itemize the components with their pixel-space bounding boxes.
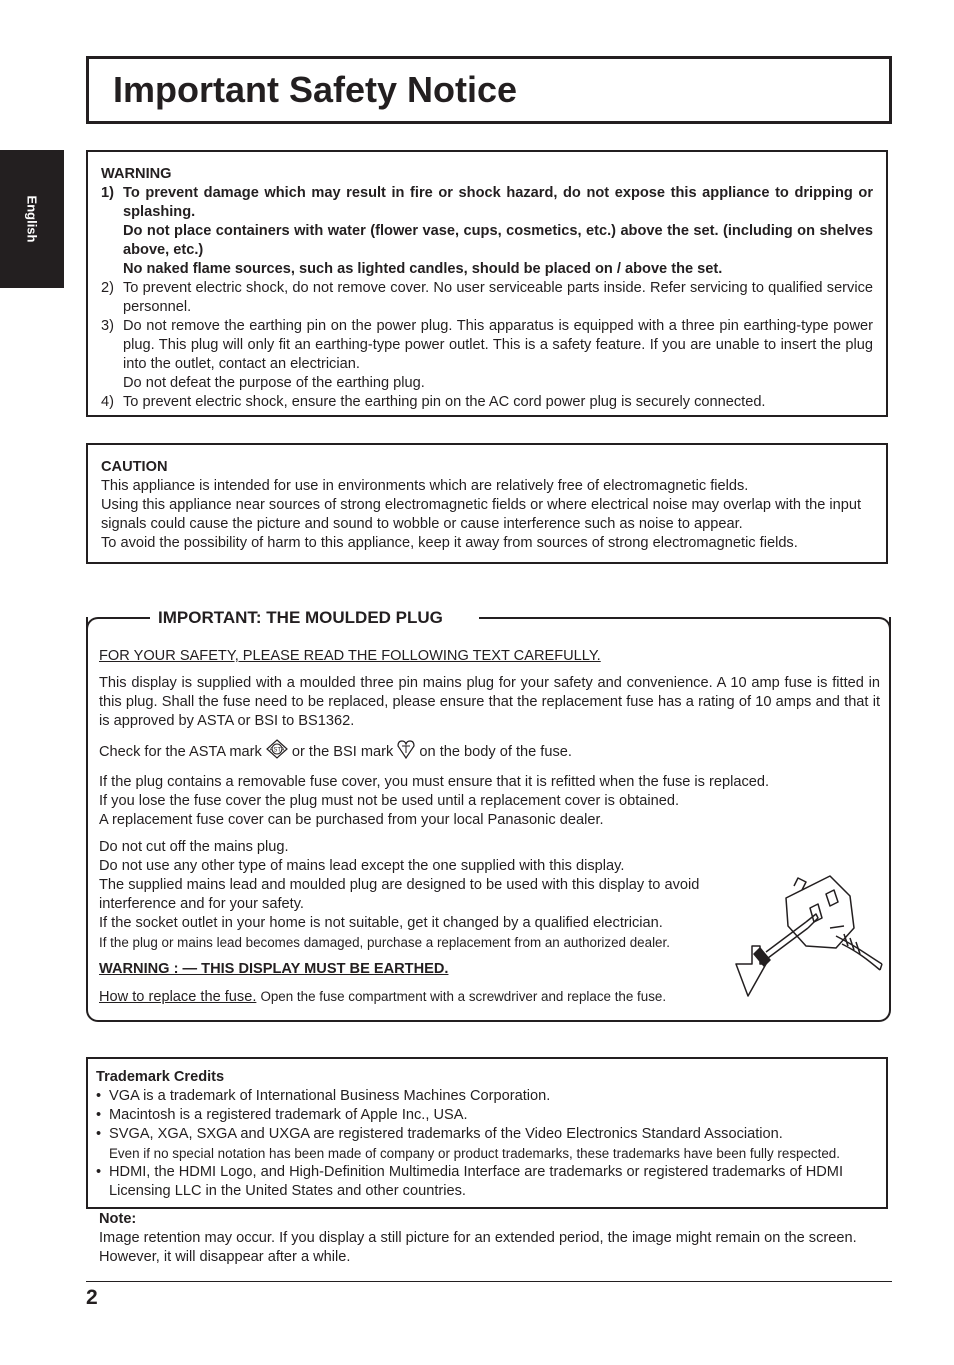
cover-line-3: A replacement fuse cover can be purchased from your local Panasonic dealer. [99, 812, 604, 828]
safety-instruction: FOR YOUR SAFETY, PLEASE READ THE FOLLOWING TEXT CAREFULLY. [99, 648, 601, 664]
bullet-mark: • [96, 1164, 102, 1180]
caution-heading: CAUTION [101, 459, 168, 475]
plug-section-title: IMPORTANT: THE MOULDED PLUG [158, 608, 443, 627]
plug-para-mains [99, 838, 739, 952]
warning-item-1-line-1: To prevent damage which may result in fire or shock hazard, do not expose this appliance to dripping or splashing. [123, 185, 873, 220]
trademark-item-mac [96, 1106, 878, 1125]
note-section [99, 1210, 889, 1267]
warning-item-4-line-1: To prevent electric shock, ensure the earthing pin on the AC cord power plug is securely connected. [123, 394, 766, 410]
note-heading: Note: [99, 1211, 137, 1227]
mains-line-2: Do not use any other type of mains lead except the one supplied with this display. [99, 858, 625, 874]
check-text-c: on the body of the fuse. [419, 743, 572, 760]
warning-heading: WARNING [101, 166, 172, 182]
trademark-item-vga [96, 1087, 878, 1106]
warning-item-3 [101, 317, 873, 393]
warning-item-2 [101, 279, 873, 317]
howto-text: Open the fuse compartment with a screwdriver and replace the fuse. [260, 989, 667, 1004]
check-text-a: Check for the ASTA mark [99, 743, 262, 760]
title-box [86, 56, 892, 124]
item-number: 4) [101, 394, 114, 410]
howto-label: How to replace the fuse. [99, 989, 257, 1005]
note-line-1: Image retention may occur. If you display a still picture for an extended period, the image might remain on the screen. [99, 1230, 857, 1246]
box-border-corner [86, 617, 150, 631]
mains-line-1: Do not cut off the mains plug. [99, 839, 289, 855]
caution-box [86, 443, 888, 564]
page-number: 2 [86, 1286, 98, 1309]
warning-item-3-line-2: Do not defeat the purpose of the earthing plug. [123, 375, 425, 391]
check-text-b: or the BSI mark [291, 743, 394, 760]
bsi-kitemark-icon [397, 739, 415, 765]
caution-line-1: This appliance is intended for use in environments which are relatively free of electromagnetic fields. [101, 478, 749, 494]
trademark-item-vesa [96, 1125, 878, 1163]
caution-line-3: To avoid the possibility of harm to this appliance, keep it away from sources of strong electromagnetic fields. [101, 535, 798, 551]
mains-line-4: If the socket outlet in your home is not suitable, get it changed by a qualified electrician. [99, 915, 663, 931]
caution-line-2: Using this appliance near sources of strong electromagnetic fields or where electrical noise may overlap with the input signals could cause the picture and sound to wobble or cause interference such as noise to appear. [101, 497, 862, 532]
earthed-warning: WARNING : — THIS DISPLAY MUST BE EARTHED. [99, 961, 449, 977]
trademark-text: SVGA, XGA, SXGA and UXGA are registered trademarks of the Video Electronics Standard Association. [109, 1126, 783, 1142]
svg-text:ASTA: ASTA [269, 747, 285, 754]
plug-para-cover [99, 773, 880, 830]
note-line-2: However, it will disappear after a while. [99, 1249, 351, 1265]
trademark-small-note: Even if no special notation has been made of company or product trademarks, these trademarks have been fully respected. [109, 1146, 840, 1161]
item-number: 1) [101, 185, 114, 201]
box-border-corner [479, 617, 891, 631]
mains-line-3: The supplied mains lead and moulded plug are designed to be used with this display to avoid interference and for your safety. [99, 877, 700, 912]
trademark-text: VGA is a trademark of International Business Machines Corporation. [109, 1088, 551, 1104]
footer-divider [86, 1281, 892, 1282]
plug-screwdriver-illustration [726, 868, 888, 1005]
trademark-box [86, 1057, 888, 1209]
item-number: 3) [101, 318, 114, 334]
trademark-heading: Trademark Credits [96, 1069, 225, 1085]
plug-para-fuse: This display is supplied with a moulded three pin mains plug for your safety and convenience. A 10 amp fuse is fitted in this plug. Shall the fuse need to be replaced, please ensure that the replacement fuse has a rating of 10 amps and that it is approved by ASTA or BSI to BS1362. [99, 675, 880, 729]
language-side-tab [0, 150, 64, 288]
cover-line-2: If you lose the fuse cover the plug must not be used until a replacement cover is obtained. [99, 793, 680, 809]
warning-item-4 [101, 393, 873, 412]
item-number: 2) [101, 280, 114, 296]
warning-item-1 [101, 184, 873, 279]
warning-item-1-line-2: Do not place containers with water (flower vase, cups, cosmetics, etc.) above the set. (including on shelves above, etc.) [123, 223, 873, 258]
plug-para-check [99, 739, 880, 765]
bullet-mark: • [96, 1126, 102, 1142]
bullet-mark: • [96, 1088, 102, 1104]
language-label: English [24, 195, 40, 243]
cover-line-1: If the plug contains a removable fuse cover, you must ensure that it is refitted when the fuse is replaced. [99, 774, 770, 790]
warning-item-2-line-1: To prevent electric shock, do not remove cover. No user serviceable parts inside. Refer servicing to qualified service personnel. [123, 280, 873, 315]
trademark-text: HDMI, the HDMI Logo, and High-Definition Multimedia Interface are trademarks or registered trademarks of HDMI Licensing LLC in the United States and other countries. [109, 1164, 844, 1199]
trademark-item-hdmi [96, 1163, 878, 1201]
asta-mark-icon [266, 739, 288, 765]
warning-box [86, 150, 888, 417]
warning-item-3-line-1: Do not remove the earthing pin on the power plug. This apparatus is equipped with a three pin earthing-type power plug. This plug will only fit an earthing-type power outlet. This is a safety feature. If you are unable to insert the plug into the outlet, contact an electrician. [123, 318, 873, 372]
bullet-mark: • [96, 1107, 102, 1123]
mains-line-5: If the plug or mains lead becomes damaged, purchase a replacement from an authorized dealer. [99, 935, 670, 950]
warning-item-1-line-3: No naked flame sources, such as lighted candles, should be placed on / above the set. [123, 261, 723, 277]
page-title: Important Safety Notice [113, 69, 518, 110]
trademark-text: Macintosh is a registered trademark of Apple Inc., USA. [109, 1107, 468, 1123]
